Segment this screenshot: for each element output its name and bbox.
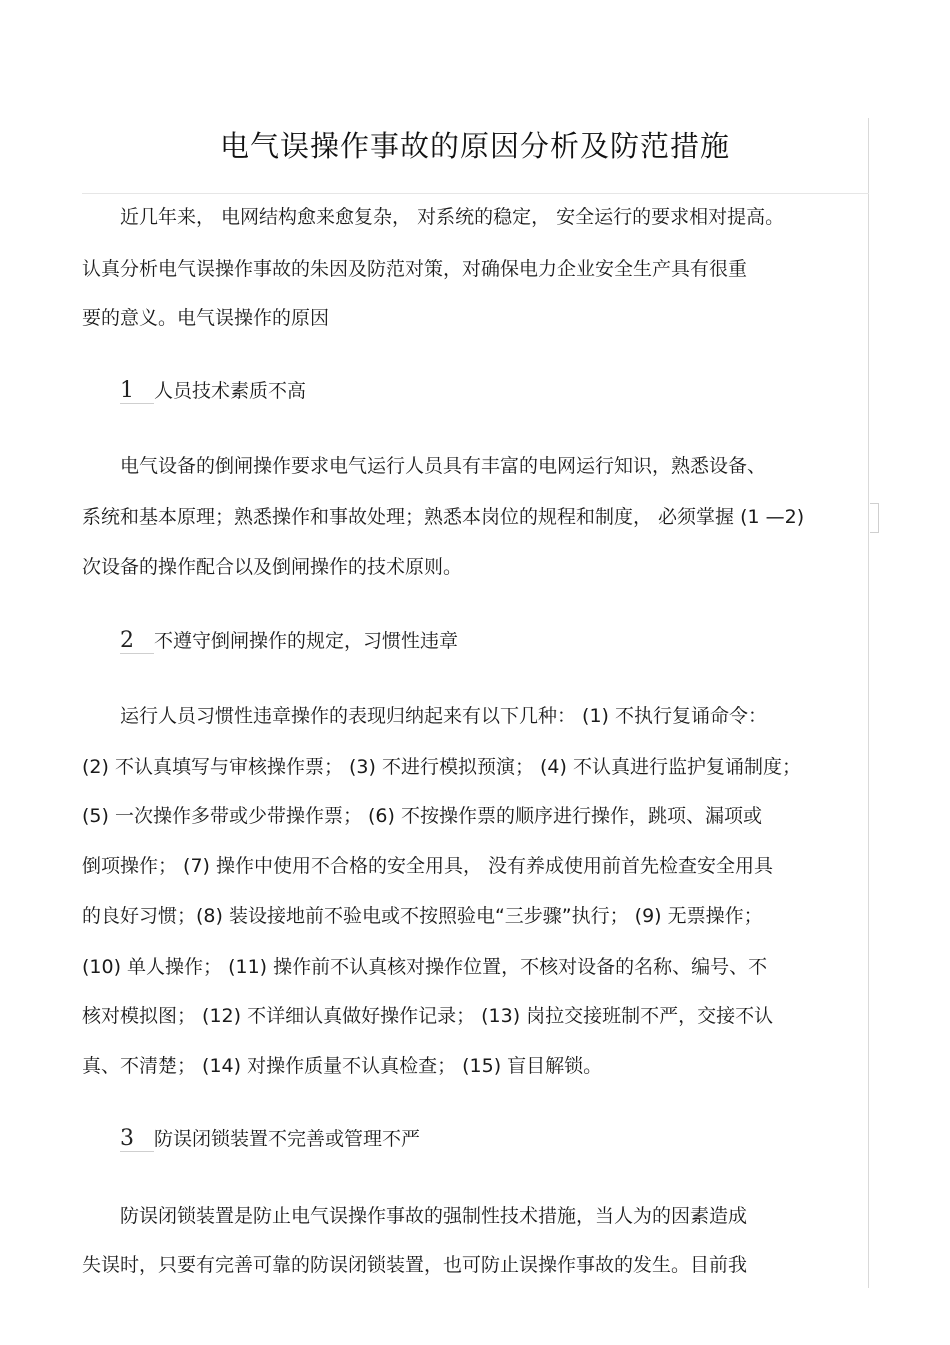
section-2-line-6: (10) 单人操作； (11) 操作前不认真核对操作位置，不核对设备的名称、编号、不 <box>82 956 768 978</box>
section-2-line-5: 的良好习惯；(8) 装设接地前不验电或不按照验电“三步骤”执行； (9) 无票操作； <box>82 905 763 927</box>
page-border-right <box>868 118 869 1288</box>
section-2-line-2: (2) 不认真填写与审核操作票； (3) 不进行模拟预演； (4) 不认真进行监护复诵制度； <box>82 756 801 778</box>
section-1-line-2: 系统和基本原理；熟悉操作和事故处理；熟悉本岗位的规程和制度， 必须掌握 (1 —2) <box>82 506 805 528</box>
section-2-line-7: 核对模拟图； (12) 不详细认真做好操作记录； (13) 岗拉交接班制不严，交接不认 <box>82 1005 774 1027</box>
title-divider <box>82 193 869 194</box>
section-3-line-2: 失误时，只要有完善可靠的防误闭锁装置，也可防止误操作事故的发生。目前我 <box>82 1254 748 1276</box>
section-2-line-4: 倒项操作； (7) 操作中使用不合格的安全用具， 没有养成使用前首先检查安全用具 <box>82 855 774 877</box>
section-2-line-8: 真、不清楚； (14) 对操作质量不认真检查； (15) 盲目解锁。 <box>82 1055 603 1077</box>
section-title-3: 防误闭锁装置不完善或管理不严 <box>154 1128 421 1150</box>
section-heading-1 <box>120 378 306 404</box>
section-1-line-1: 电气设备的倒闸操作要求电气运行人员具有丰富的电网运行知识，熟悉设备、 <box>120 455 767 477</box>
section-number-3: 3 <box>120 1127 154 1152</box>
section-number-1: 1 <box>120 379 154 404</box>
intro-line-2: 认真分析电气误操作事故的朱因及防范对策，对确保电力企业安全生产具有很重 <box>82 258 748 280</box>
margin-bracket <box>870 503 879 533</box>
section-number-2: 2 <box>120 629 154 654</box>
section-heading-2 <box>120 628 458 654</box>
section-1-line-3: 次设备的操作配合以及倒闸操作的技术原则。 <box>82 556 463 578</box>
intro-line-3: 要的意义。电气误操作的原因 <box>82 307 330 329</box>
section-3-line-1: 防误闭锁装置是防止电气误操作事故的强制性技术措施，当人为的因素造成 <box>120 1205 748 1227</box>
section-title-1: 人员技术素质不高 <box>154 380 307 402</box>
section-2-line-1: 运行人员习惯性违章操作的表现归纳起来有以下几种： (1) 不执行复诵命令： <box>120 705 767 727</box>
section-2-line-3: (5) 一次操作多带或少带操作票； (6) 不按操作票的顺序进行操作，跳项、漏项或 <box>82 805 762 827</box>
section-heading-3 <box>120 1126 420 1152</box>
document-title: 电气误操作事故的原因分析及防范措施 <box>219 129 730 163</box>
section-title-2: 不遵守倒闸操作的规定，习惯性违章 <box>154 630 459 652</box>
intro-line-1: 近几年来， 电网结构愈来愈复杂， 对系统的稳定， 安全运行的要求相对提高。 <box>120 206 785 228</box>
